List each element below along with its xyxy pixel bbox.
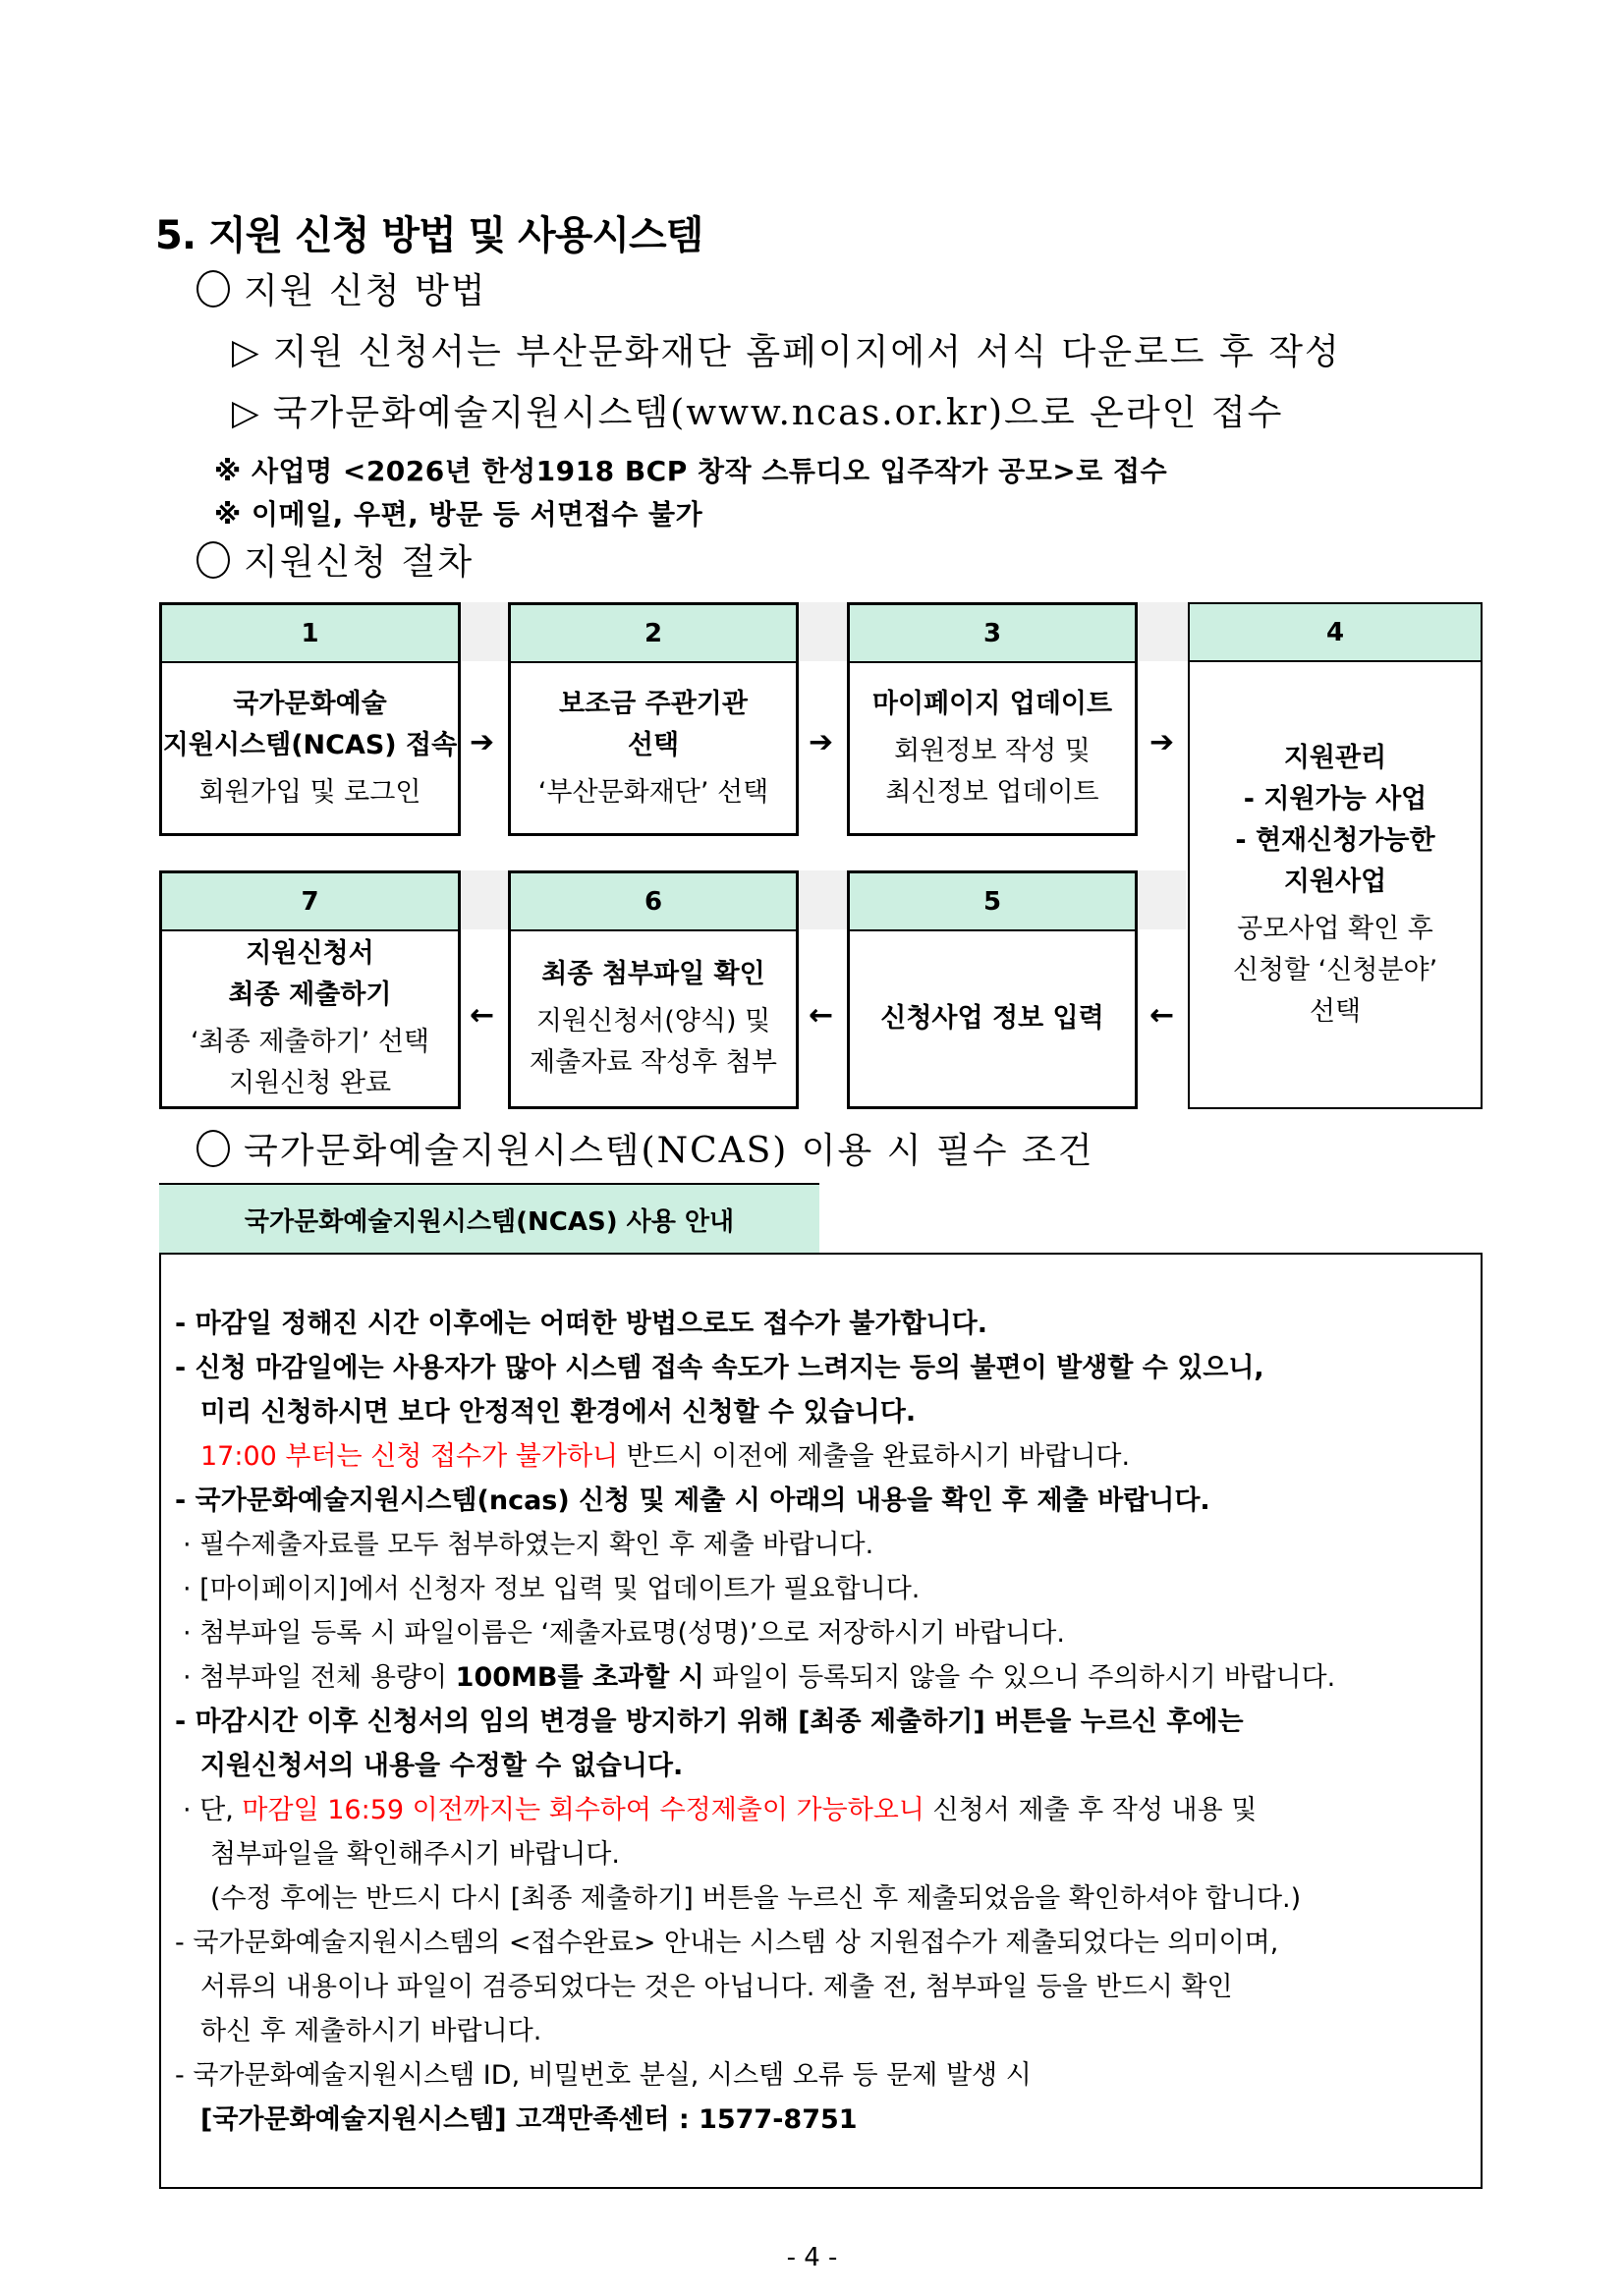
- step-number: 1: [162, 605, 458, 663]
- procedure-heading: [196, 534, 474, 585]
- step-body: [511, 663, 796, 833]
- page-number: - 4 -: [786, 2243, 838, 2272]
- step-number: 5: [850, 873, 1135, 931]
- procedure-heading-text: 지원신청 절차: [244, 542, 475, 583]
- step-body: [162, 663, 458, 833]
- step-title: 지원시스템(NCAS) 접속: [162, 729, 458, 760]
- guide-text: 반드시 이전에 제출을 완료하시기 바랍니다.: [618, 1441, 1131, 1472]
- procedure-step-1: [159, 602, 461, 836]
- step-title: 선택: [627, 729, 680, 760]
- guide-line: - 신청 마감일에는 사용자가 많아 시스템 접속 속도가 느려지는 등의 불편이 발생할 수 있으니,: [175, 1353, 1264, 1383]
- procedure-step-7: [159, 870, 461, 1109]
- guide-line: 첨부파일을 확인해주시기 바랍니다.: [210, 1839, 620, 1870]
- guide-text: 파일이 등록되지 않을 수 있으니 주의하시기 바랍니다.: [703, 1662, 1336, 1693]
- step-description: 신청할 ‘신청분야’: [1232, 954, 1438, 985]
- arrow-left-icon: ←: [809, 998, 834, 1033]
- step-description: ‘부산문화재단’ 선택: [537, 776, 769, 808]
- arrow-left-icon: ←: [470, 998, 495, 1033]
- step-title: 국가문화예술: [233, 688, 387, 719]
- apply-method-item-text: 지원 신청서는 부산문화재단 홈페이지에서 서식 다운로드 후 작성: [272, 332, 1341, 372]
- step-title: 지원신청서: [246, 938, 374, 969]
- step-number: 7: [162, 873, 458, 931]
- step-description: 선택: [1309, 995, 1362, 1027]
- guide-line: 지원신청서의 내용을 수정할 수 없습니다.: [200, 1751, 684, 1781]
- ncas-guide-tab: 국가문화예술지원시스템(NCAS) 사용 안내: [159, 1183, 819, 1254]
- step-description: 회원정보 작성 및: [894, 735, 1091, 766]
- step-description: 지원신청서(양식) 및: [535, 1006, 771, 1036]
- step-title: 보조금 주관기관: [559, 688, 748, 719]
- ncas-conditions-heading-text: 국가문화예술지원시스템(NCAS) 이용 시 필수 조건: [244, 1131, 1094, 1171]
- step-body: [850, 663, 1135, 833]
- note-no-paper: ※ 이메일, 우편, 방문 등 서면접수 불가: [214, 498, 703, 531]
- arrow-right-icon: ➔: [809, 725, 834, 759]
- step-number: 4: [1190, 604, 1481, 662]
- guide-line: - 마감일 정해진 시간 이후에는 어떠한 방법으로도 접수가 불가합니다.: [175, 1309, 987, 1339]
- guide-line-deadline: [175, 1434, 1130, 1479]
- customer-center-line: [국가문화예술지원시스템] 고객만족센터 : 1577-8751: [200, 2104, 858, 2135]
- step-title: 지원관리: [1283, 742, 1387, 773]
- step-title: - 현재신청가능한: [1235, 824, 1435, 856]
- apply-method-heading-text: 지원 신청 방법: [244, 271, 487, 311]
- guide-text: · 첨부파일 전체 용량이: [183, 1662, 456, 1693]
- guide-line: · [마이페이지]에서 신청자 정보 입력 및 업데이트가 필요합니다.: [183, 1574, 921, 1604]
- guide-line: · 필수제출자료를 모두 첨부하였는지 확인 후 제출 바랍니다.: [183, 1530, 874, 1560]
- guide-line: 미리 신청하시면 보다 안정적인 환경에서 신청할 수 있습니다.: [200, 1397, 917, 1428]
- guide-text: · 단,: [183, 1795, 243, 1825]
- step-body: [850, 931, 1135, 1106]
- step-description: 회원가입 및 로그인: [198, 776, 421, 808]
- step-title: - 지원가능 사업: [1243, 783, 1428, 814]
- step-title: 마이페이지 업데이트: [871, 688, 1113, 719]
- guide-text: 신청서 제출 후 작성 내용 및: [924, 1795, 1258, 1825]
- procedure-step-5: [847, 870, 1138, 1109]
- apply-method-heading: [196, 263, 487, 313]
- circle-bullet-icon: [196, 270, 230, 308]
- procedure-step-6: [508, 870, 799, 1109]
- guide-line-file-size: [183, 1655, 1335, 1700]
- triangle-bullet-icon: ▷: [232, 332, 261, 372]
- step-number: 6: [511, 873, 796, 931]
- step-number: 2: [511, 605, 796, 663]
- deadline-warning: 17:00 부터는 신청 접수가 불가하니: [200, 1441, 619, 1472]
- procedure-step-3: [847, 602, 1138, 836]
- step-title: 지원사업: [1283, 866, 1387, 897]
- step-body: [511, 931, 796, 1106]
- apply-method-item: [232, 385, 1283, 435]
- guide-line: · 첨부파일 등록 시 파일이름은 ‘제출자료명(성명)’으로 저장하시기 바랍니다.: [183, 1618, 1065, 1649]
- step-title: 신청사업 정보 입력: [880, 1003, 1104, 1034]
- guide-line: (수정 후에는 반드시 다시 [최종 제출하기] 버튼을 누르신 후 제출되었음을 확인하셔야 합니다.): [210, 1883, 1302, 1914]
- step-description: 지원신청 완료: [228, 1068, 392, 1098]
- file-size-limit: 100MB를 초과할 시: [455, 1662, 704, 1693]
- guide-line: - 국가문화예술지원시스템 ID, 비밀번호 분실, 시스템 오류 등 문제 발생 시: [175, 2060, 1032, 2091]
- circle-bullet-icon: [196, 541, 230, 579]
- apply-method-item-text: 국가문화예술지원시스템(www.ncas.or.kr)으로 온라인 접수: [272, 393, 1284, 433]
- note-business-name: ※ 사업명 <2026년 한성1918 BCP 창작 스튜디오 입주작가 공모>로 접수: [214, 455, 1168, 487]
- guide-line: 하신 후 제출하시기 바랍니다.: [200, 2016, 542, 2046]
- arrow-left-icon: ←: [1149, 998, 1175, 1033]
- guide-line-resubmit: [183, 1788, 1257, 1832]
- arrow-right-icon: ➔: [1149, 725, 1175, 759]
- step-number: 3: [850, 605, 1135, 663]
- guide-line: - 마감시간 이후 신청서의 임의 변경을 방지하기 위해 [최종 제출하기] 버튼을 누르신 후에는: [175, 1707, 1244, 1737]
- guide-line: - 국가문화예술지원시스템(ncas) 신청 및 제출 시 아래의 내용을 확인 후 제출 바랍니다.: [175, 1485, 1210, 1516]
- guide-line: 서류의 내용이나 파일이 검증되었다는 것은 아닙니다. 제출 전, 첨부파일 등을 반드시 확인: [200, 1972, 1233, 2002]
- resubmit-warning: 마감일 16:59 이전까지는 회수하여 수정제출이 가능하오니: [242, 1795, 924, 1825]
- section-title: 5. 지원 신청 방법 및 사용시스템: [155, 213, 703, 258]
- step-description: 제출자료 작성후 첨부: [530, 1047, 777, 1078]
- step-body: [1190, 662, 1481, 1107]
- guide-line: - 국가문화예술지원시스템의 <접수완료> 안내는 시스템 상 지원접수가 제출되었다는 의미이며,: [175, 1928, 1279, 1958]
- procedure-step-4: [1188, 602, 1483, 1109]
- triangle-bullet-icon: ▷: [232, 393, 261, 433]
- circle-bullet-icon: [196, 1130, 230, 1167]
- procedure-step-2: [508, 602, 799, 836]
- arrow-right-icon: ➔: [470, 725, 495, 759]
- step-title: 최종 제출하기: [228, 980, 392, 1010]
- step-body: [162, 931, 458, 1106]
- step-description: 최신정보 업데이트: [885, 776, 1099, 808]
- step-description: ‘최종 제출하기’ 선택: [191, 1027, 429, 1057]
- step-title: 최종 첨부파일 확인: [541, 959, 765, 989]
- ncas-conditions-heading: [196, 1123, 1094, 1173]
- apply-method-item: [232, 324, 1341, 374]
- step-description: 공모사업 확인 후: [1237, 913, 1433, 944]
